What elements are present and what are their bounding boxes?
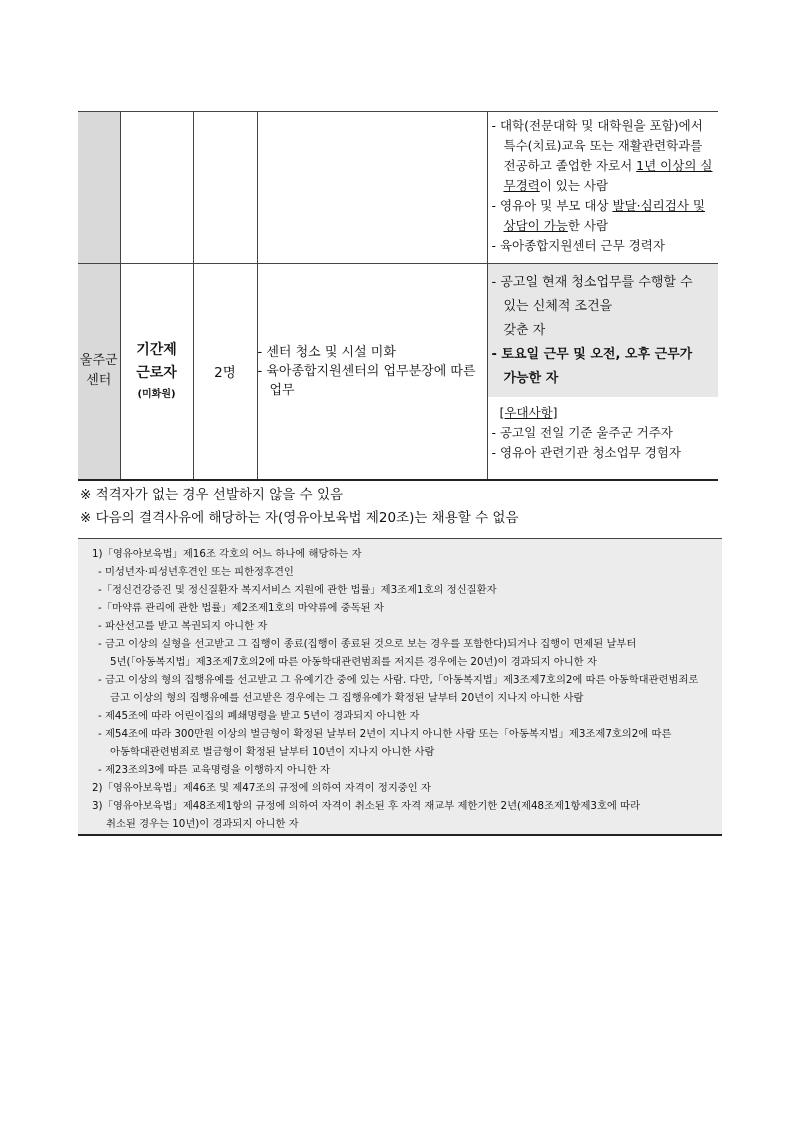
disqualification-sub: -「정신건강증진 및 정신질환자 복지서비스 지원에 관한 법률」제3조제1호의 정신질환자 [98,584,497,596]
duties-cell [257,264,487,480]
note-item: ※ 다음의 결격사유에 해당하는 자(영유아보육법 제20조)는 채용할 수 없음 [80,510,519,526]
disqualification-sub: - 금고 이상의 실형을 선고받고 그 집행이 종료(집행이 종료된 것으로 보는 경우를 포함한다)되거나 집행이 면제된 날부터 [98,638,637,650]
disqualification-sub: - 제23조의3에 따른 교육명령을 이행하지 아니한 자 [98,764,330,776]
recruitment-table [78,111,718,481]
table-row-cleaner [78,264,718,480]
requirement-line: 있는 신체적 조건을 [503,299,613,314]
disqualification-item-cont: 취소된 경우는 10년)이 경과되지 아니한 자 [106,818,299,830]
disqualification-sub: -「마약류 관리에 관한 법률」제2조제1호의 마약류에 중독된 자 [98,602,384,614]
required-qualifications [488,264,719,397]
disqualification-item: 1)「영유아보육법」제16조 각호의 어느 하나에 해당하는 자 [92,548,362,560]
duty-item: - 센터 청소 및 시설 미화 [257,344,396,360]
note-item: ※ 적격자가 없는 경우 선발하지 않을 수 있음 [80,487,344,503]
org-name-line1: 울주군 [79,353,118,369]
category-sub: (미화원) [137,389,176,401]
requirement-item: - 육아종합지원센터 근무 경력자 [491,238,665,253]
preferred-qualifications [488,397,719,468]
headcount: 2명 [214,365,236,382]
duty-item: - 육아종합지원센터의 업무분장에 따른 업무 [257,363,476,398]
preferred-title: [우대사항] [499,405,558,420]
duties-cell-empty [257,112,487,264]
org-cell [78,264,120,480]
requirement-line: 가능한 자 [503,371,559,386]
disqualification-box [78,538,722,836]
disqualification-sub-cont: 아동학대관련범죄로 벌금형이 확정된 날부터 10년이 지나지 아니한 사람 [110,746,435,758]
disqualification-sub-cont: 금고 이상의 형의 집행유예를 선고받은 경우에는 그 집행유예가 확정된 날부터 20년이 지나지 아니한 사람 [110,692,584,704]
table-row-previous [78,112,718,264]
disqualification-sub: - 제54조에 따라 300만원 이상의 벌금형이 확정된 날부터 2년이 지나지 아니한 사람 또는「아동복지법」제3조제7호의2에 따른 [98,728,672,740]
category-line1: 기간제 [136,342,177,359]
org-cell-empty [78,112,120,264]
notes [80,484,720,530]
requirement-item: - 영유아 및 부모 대상 발달·심리검사 및 상담이 가능한 사람 [491,198,705,233]
disqualification-item: 2)「영유아보육법」제46조 및 제47조의 규정에 의하여 자격이 정지중인 자 [92,782,431,794]
requirement-line: - 토요일 근무 및 오전, 오후 근무가 [491,347,693,362]
disqualification-sub: - 미성년자·피성년후견인 또는 피한정후견인 [98,566,294,578]
requirement-line: 갖춘 자 [503,323,546,338]
requirements-cell-cleaner [487,264,718,480]
count-cell-empty [193,112,257,264]
disqualification-sub: - 파산선고를 받고 복권되지 아니한 자 [98,620,268,632]
requirement-line: - 공고일 현재 청소업무를 수행할 수 [491,275,693,290]
category-cell [120,264,193,480]
requirements-cell [487,112,718,264]
org-name-line2: 센터 [86,373,112,389]
category-line2: 근로자 [136,365,177,382]
preferred-item: - 영유아 관련기관 청소업무 경험자 [491,445,681,460]
preferred-item: - 공고일 전일 기준 울주군 거주자 [491,425,673,440]
disqualification-sub: - 금고 이상의 형의 집행유예를 선고받고 그 유예기간 중에 있는 사람. 다만,「아동복지법」제3조제7호의2에 따른 아동학대관련범죄로 [98,674,699,686]
requirement-item: - 대학(전문대학 및 대학원을 포함)에서 특수(치료)교육 또는 재활관련학과를 전공하고 졸업한 자로서 1년 이상의 실무경력이 있는 사람 [491,118,713,193]
category-cell-empty [120,112,193,264]
disqualification-sub-cont: 5년(「아동복지법」제3조제7호의2에 따른 아동학대관련범죄를 저지른 경우에는 20년)이 경과되지 아니한 자 [110,656,597,668]
disqualification-item: 3)「영유아보육법」제48조제1항의 규정에 의하여 자격이 취소된 후 자격 재교부 제한기한 2년(제48조제1항제3호에 따라 [92,800,641,812]
disqualification-sub: - 제45조에 따라 어린이집의 폐쇄명령을 받고 5년이 경과되지 아니한 자 [98,710,420,722]
count-cell [193,264,257,480]
